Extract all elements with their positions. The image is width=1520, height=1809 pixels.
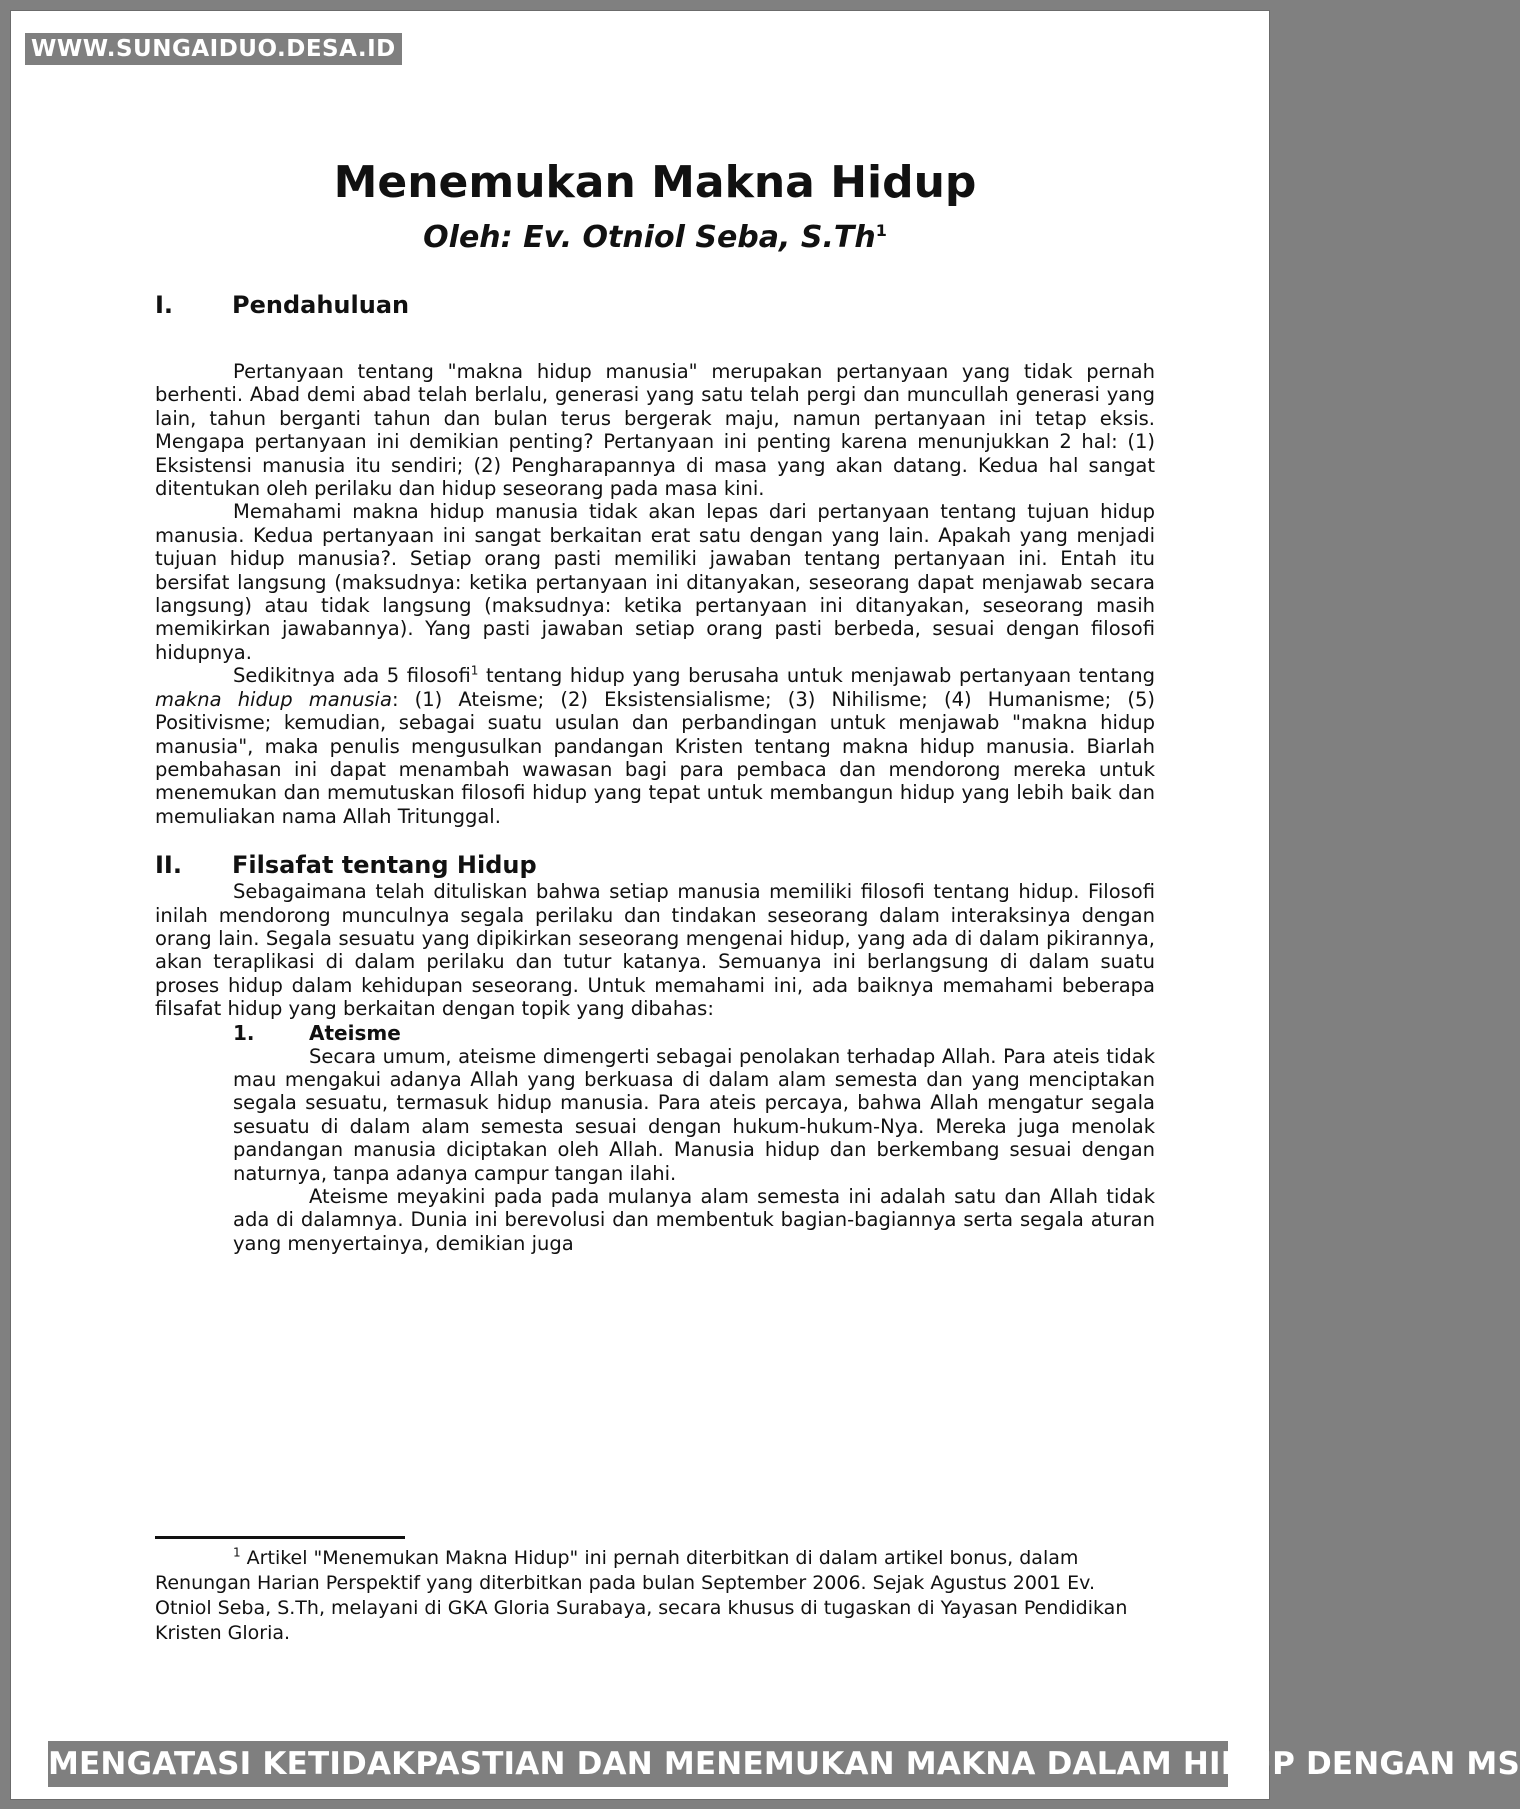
section-title: Filsafat tentang Hidup bbox=[232, 851, 537, 880]
document-byline bbox=[155, 211, 1155, 258]
footnote-rule bbox=[155, 1536, 405, 1539]
paragraph: Sebagaimana telah dituliskan bahwa setiap manusia memiliki filosofi tentang hidup. Filosofi inilah mendorong munculnya segala perilaku dan tindakan seseorang dalam interaksinya dengan orang lain. Segala sesuatu yang dipikirkan seseorang mengenai hidup, yang ada di dalam pikirannya, akan teraplikasi di dalam perilaku dan tutur katanya. Semuanya ini berlangsung di dalam suatu proses hidup dalam kehidupan seseorang. Untuk memahami ini, ada baiknya memahami beberapa filsafat hidup yang berkaitan dengan topik yang dibahas: bbox=[155, 880, 1155, 1021]
paragraph: Pertanyaan tentang "makna hidup manusia" merupakan pertanyaan yang tidak pernah berhenti. Abad demi abad telah berlalu, generasi yang satu telah pergi dan muncullah generasi yang lain, tahun berganti tahun dan bulan terus bergerak maju, namun pertanyaan ini tetap eksis. Mengapa pertanyaan ini demikian penting? Pertanyaan ini penting karena menunjukkan 2 hal: (1) Eksistensi manusia itu sendiri; (2) Pengharapannya di masa yang akan datang. Kedua hal sangat ditentukan oleh perilaku dan hidup seseorang pada masa kini. bbox=[155, 360, 1155, 501]
section-heading-pendahuluan bbox=[155, 290, 1155, 320]
subsection-heading-ateisme bbox=[233, 1021, 1155, 1045]
site-watermark: WWW.SUNGAIDUO.DESA.ID bbox=[25, 33, 402, 65]
section-heading-filsafat bbox=[155, 850, 1155, 880]
caption-banner: MENGATASI KETIDAKPASTIAN DAN MENEMUKAN MAKNA DALAM HIDUP DENGAN MS bbox=[48, 1741, 1228, 1787]
document-page bbox=[155, 155, 1155, 1255]
paragraph: Ateisme meyakini pada pada mulanya alam semesta ini adalah satu dan Allah tidak ada di dalamnya. Dunia ini berevolusi dan membentuk bagian-bagiannya serta segala aturan yang menyertainya, demikian juga bbox=[233, 1185, 1155, 1255]
footnote bbox=[155, 1546, 1140, 1646]
subsection-title: Ateisme bbox=[309, 1020, 401, 1045]
section-title: Pendahuluan bbox=[232, 291, 410, 319]
emphasis-text: makna hidup manusia bbox=[155, 687, 392, 711]
footnote-mark: 1 bbox=[470, 663, 479, 678]
footnote-mark: 1 bbox=[233, 1545, 241, 1560]
section-number: I. bbox=[155, 291, 174, 319]
byline-footnote-mark: 1 bbox=[875, 221, 887, 240]
document-title: Menemukan Makna Hidup bbox=[333, 157, 977, 208]
paragraph bbox=[155, 664, 1155, 828]
section-number: II. bbox=[155, 851, 182, 880]
paragraph-text: : (1) Ateisme; (2) Eksistensialisme; (3) Nihilisme; (4) Humanisme; (5) Positivisme; kemudian, sebagai suatu usulan dan perbandingan untuk menjawab "makna hidup manusia", maka penulis mengusulkan pandangan Kristen tentang makna hidup manusia. Biarlah pembahasan ini dapat menambah wawasan bagi para pembaca dan mendorong mereka untuk menemukan dan memutuskan filosofi hidup yang tepat untuk membangun hidup yang lebih baik dan memuliakan nama Allah Tritunggal. bbox=[155, 687, 1155, 828]
footnote-text: Artikel "Menemukan Makna Hidup" ini pernah diterbitkan di dalam artikel bonus, dalam Renungan Harian Perspektif yang diterbitkan pada bulan September 2006. Sejak Agustus 2001 Ev. Otniol Seba, S.Th, melayani di GKA Gloria Surabaya, secara khusus di tugaskan di Yayasan Pendidikan Kristen Gloria. bbox=[155, 1547, 1128, 1644]
paragraph-text: Sedikitnya ada 5 filosofi bbox=[233, 664, 471, 688]
byline-text: Oleh: Ev. Otniol Seba, S.Th bbox=[423, 220, 876, 255]
paragraph: Secara umum, ateisme dimengerti sebagai penolakan terhadap Allah. Para ateis tidak mau mengakui adanya Allah yang berkuasa di dalam alam semesta dan yang menciptakan segala sesuatu, termasuk hidup manusia. Para ateis percaya, bahwa Allah mengatur segala sesuatu di dalam alam semesta sesuai dengan hukum-hukum-Nya. Mereka juga menolak pandangan manusia diciptakan oleh Allah. Manusia hidup dan berkembang sesuai dengan naturnya, tanpa adanya campur tangan ilahi. bbox=[233, 1044, 1155, 1185]
subsection-number: 1. bbox=[233, 1020, 255, 1045]
paragraph: Memahami makna hidup manusia tidak akan lepas dari pertanyaan tentang tujuan hidup manusia. Kedua pertanyaan ini sangat berkaitan erat satu dengan yang lain. Apakah yang menjadi tujuan hidup manusia?. Setiap orang pasti memiliki jawaban tentang pertanyaan ini. Entah itu bersifat langsung (maksudnya: ketika pertanyaan ini ditanyakan, seseorang dapat menjawab secara langsung) atau tidak langsung (maksudnya: ketika pertanyaan ini ditanyakan, seseorang masih memikirkan jawabannya). Yang pasti jawaban setiap orang pasti berbeda, sesuai dengan filosofi hidupnya. bbox=[155, 500, 1155, 664]
paragraph-text: tentang hidup yang berusaha untuk menjawab pertanyaan tentang bbox=[478, 664, 1155, 688]
